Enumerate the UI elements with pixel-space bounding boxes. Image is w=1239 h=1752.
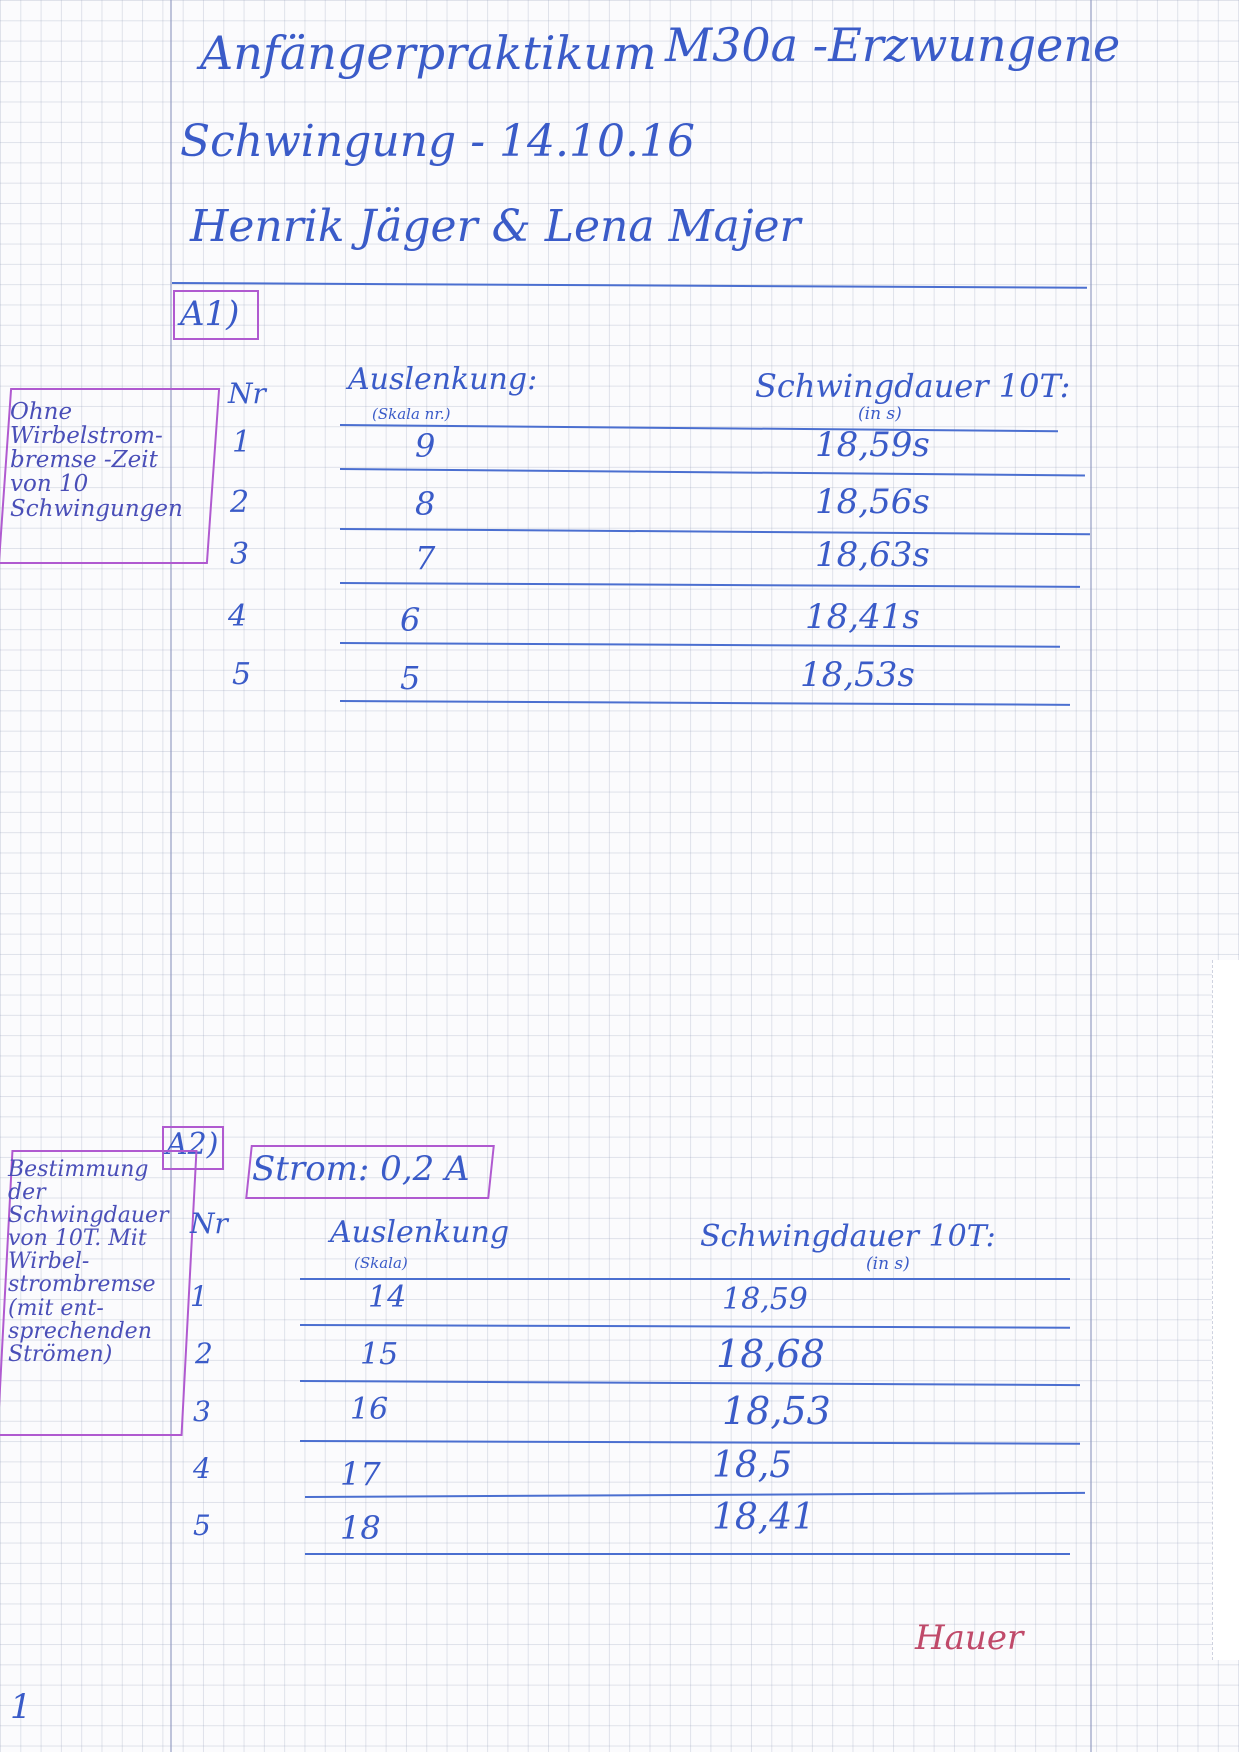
a2-row-nr: 3 (193, 1395, 211, 1428)
a2-rule-0 (300, 1278, 1070, 1280)
a1-rule-5 (340, 700, 1070, 706)
a2-row-dauer: 18,41 (712, 1497, 816, 1538)
a1-rule-2 (340, 528, 1090, 535)
a2-col-schwingdauer: Schwingdauer 10T: (700, 1219, 996, 1254)
a2-rule-5 (305, 1553, 1070, 1555)
a2-col-auslenkung: Auslenkung (330, 1215, 510, 1250)
a1-side-note: Ohne Wirbelstrom-bremse -Zeit von 10 Schwingungen (10, 399, 183, 522)
a1-row-auslenkung: 5 (400, 659, 421, 697)
a2-rule-3 (300, 1440, 1080, 1445)
a2-rule-1 (300, 1324, 1070, 1329)
a1-row-nr: 1 (232, 425, 252, 460)
header-title-right: M30a -Erzwungene (665, 18, 1121, 72)
a2-row-auslenkung: 16 (350, 1392, 389, 1427)
a2-side-note: Bestimmung der Schwingdauer von 10T. Mit Wirbel-strombremse (mit ent-sprechenden Strömen) (8, 1157, 169, 1367)
a2-row-dauer: 18,5 (712, 1445, 793, 1486)
a1-col-auslenkung-sub: (Skala nr.) (372, 405, 451, 423)
a1-row-auslenkung: 8 (415, 485, 436, 523)
a1-col-nr: Nr (228, 377, 266, 410)
right-margin-line (1090, 0, 1092, 1752)
a1-col-schwingdauer: Schwingdauer 10T: (755, 367, 1071, 405)
left-margin-line (170, 0, 172, 1752)
a2-rule-4 (305, 1492, 1085, 1498)
a1-row-nr: 5 (232, 657, 252, 692)
page-number: 1 (10, 1687, 32, 1727)
header-title-left: Anfängerpraktikum (200, 26, 657, 80)
a2-row-auslenkung: 14 (368, 1280, 407, 1315)
a1-row-dauer: 18,63s (815, 535, 930, 575)
a2-rule-2 (300, 1380, 1080, 1386)
a2-row-auslenkung: 17 (340, 1455, 381, 1493)
header-subtitle: Schwingung - 14.10.16 (180, 116, 695, 167)
a2-row-auslenkung: 18 (340, 1509, 381, 1547)
a1-row-nr: 2 (230, 485, 250, 520)
a1-rule-1 (340, 468, 1085, 477)
a1-rule-0 (340, 424, 1058, 432)
a1-col-schwingdauer-sub: (in s) (858, 404, 902, 424)
a1-row-auslenkung: 9 (415, 427, 436, 465)
a2-row-dauer: 18,59 (722, 1282, 808, 1317)
header-rule (172, 282, 1087, 289)
a2-col-nr: Nr (190, 1207, 228, 1240)
a2-row-nr: 5 (193, 1509, 211, 1542)
a1-row-dauer: 18,53s (800, 655, 915, 695)
signature: Hauer (915, 1618, 1024, 1658)
a2-label: A2) (166, 1127, 219, 1162)
a2-col-schwingdauer-sub: (in s) (866, 1254, 910, 1274)
a1-rule-3 (340, 582, 1080, 588)
a1-row-auslenkung: 6 (400, 601, 421, 639)
a1-row-dauer: 18,41s (805, 597, 920, 637)
a1-col-auslenkung: Auslenkung: (348, 362, 538, 397)
a1-row-nr: 4 (228, 599, 248, 634)
a1-row-dauer: 18,56s (815, 482, 930, 522)
a1-row-auslenkung: 7 (415, 539, 436, 577)
header-authors: Henrik Jäger & Lena Majer (190, 201, 801, 252)
a2-row-nr: 1 (190, 1280, 208, 1313)
a1-rule-4 (340, 642, 1060, 648)
a2-row-nr: 4 (193, 1452, 211, 1485)
a2-row-dauer: 18,53 (722, 1389, 831, 1433)
a2-row-nr: 2 (195, 1337, 213, 1370)
a2-row-auslenkung: 15 (360, 1337, 399, 1372)
torn-edge (1212, 960, 1239, 1660)
a1-row-dauer: 18,59s (815, 425, 930, 465)
a2-row-dauer: 18,68 (716, 1332, 825, 1376)
a1-row-nr: 3 (230, 537, 250, 572)
a2-strom: Strom: 0,2 A (252, 1149, 470, 1189)
a1-label: A1) (180, 294, 240, 334)
a2-col-auslenkung-sub: (Skala) (354, 1254, 408, 1272)
